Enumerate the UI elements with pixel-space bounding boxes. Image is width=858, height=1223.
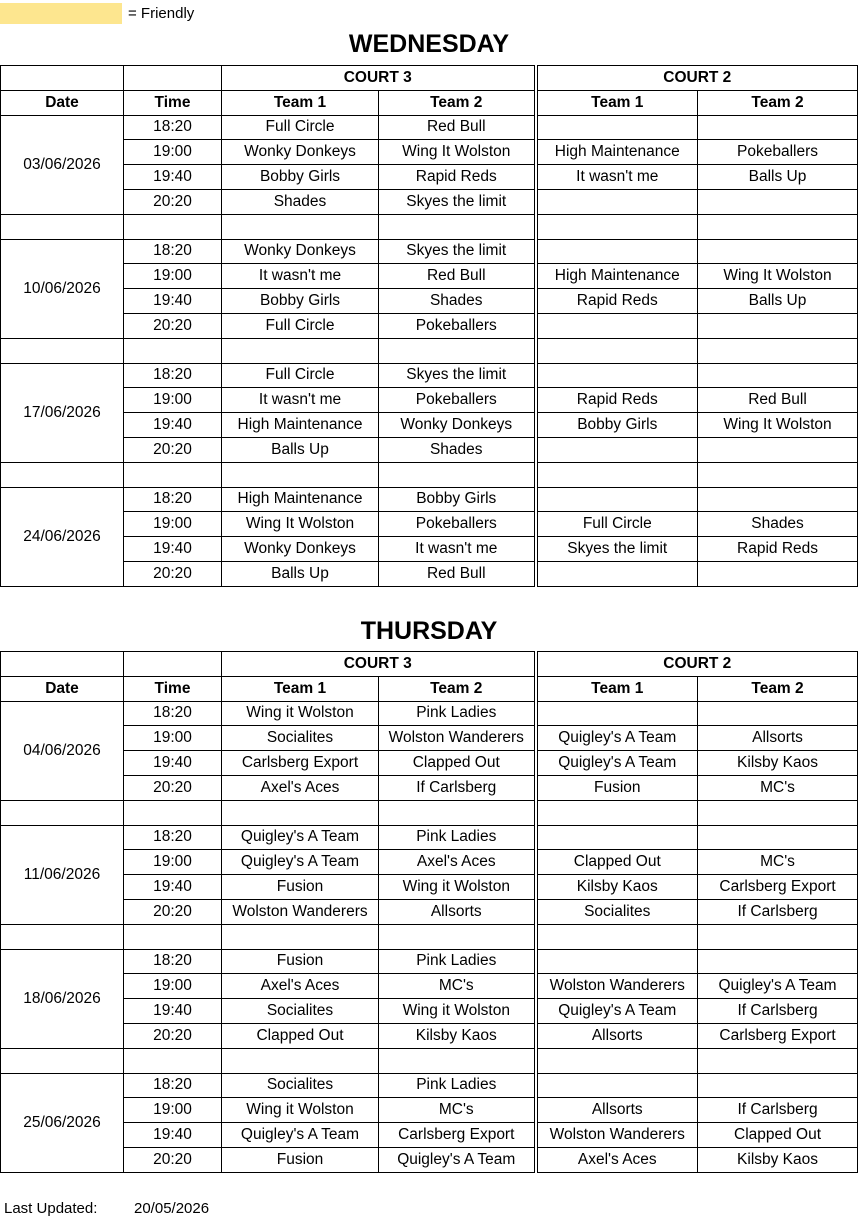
spacer-cell bbox=[698, 800, 858, 825]
court2-team2-header: Team 2 bbox=[698, 676, 858, 701]
court3-team1: Clapped Out bbox=[222, 1023, 379, 1048]
fixture-row bbox=[1, 115, 858, 140]
court2-team1 bbox=[536, 115, 698, 140]
fixture-row bbox=[1, 165, 858, 190]
court2-team2: Clapped Out bbox=[698, 1123, 858, 1148]
thursday-schedule-table bbox=[0, 651, 858, 1173]
court2-team1: It wasn't me bbox=[536, 165, 698, 190]
fixture-time: 19:40 bbox=[124, 537, 222, 562]
court2-team1: Wolston Wanderers bbox=[536, 974, 698, 999]
court3-header: COURT 3 bbox=[222, 66, 536, 91]
fixture-date: 11/06/2026 bbox=[1, 825, 124, 924]
fixture-time: 19:00 bbox=[124, 388, 222, 413]
court2-team2: Rapid Reds bbox=[698, 537, 858, 562]
spacer-cell bbox=[536, 800, 698, 825]
spacer-cell bbox=[698, 462, 858, 487]
court3-team1: Shades bbox=[222, 189, 379, 214]
spacer-cell bbox=[124, 214, 222, 239]
spacer-cell bbox=[124, 462, 222, 487]
court2-team1: High Maintenance bbox=[536, 140, 698, 165]
fixture-time: 19:40 bbox=[124, 1123, 222, 1148]
fixture-time: 20:20 bbox=[124, 561, 222, 586]
spacer-cell bbox=[1, 800, 124, 825]
court2-header: COURT 2 bbox=[536, 66, 858, 91]
spacer-cell bbox=[536, 214, 698, 239]
court3-team2: MC's bbox=[379, 1098, 536, 1123]
court2-team2-header: Team 2 bbox=[698, 90, 858, 115]
spacer-cell bbox=[536, 338, 698, 363]
column-header-row bbox=[1, 90, 858, 115]
court2-team2: If Carlsberg bbox=[698, 899, 858, 924]
fixture-row bbox=[1, 1073, 858, 1098]
court2-team2: MC's bbox=[698, 850, 858, 875]
court2-team1 bbox=[536, 701, 698, 726]
fixture-row bbox=[1, 751, 858, 776]
fixture-date: 04/06/2026 bbox=[1, 701, 124, 800]
court3-team1: High Maintenance bbox=[222, 413, 379, 438]
spacer-cell bbox=[124, 800, 222, 825]
court2-team1 bbox=[536, 363, 698, 388]
court3-team1: Socialites bbox=[222, 1073, 379, 1098]
court3-team1: Carlsberg Export bbox=[222, 751, 379, 776]
court2-team2: Pokeballers bbox=[698, 140, 858, 165]
fixture-date: 18/06/2026 bbox=[1, 949, 124, 1048]
fixture-row bbox=[1, 999, 858, 1024]
court3-team2: Carlsberg Export bbox=[379, 1123, 536, 1148]
spacer-row bbox=[1, 338, 858, 363]
court2-team1-header: Team 1 bbox=[536, 90, 698, 115]
court3-team1: Wolston Wanderers bbox=[222, 899, 379, 924]
spacer-cell bbox=[222, 462, 379, 487]
fixture-time: 19:00 bbox=[124, 140, 222, 165]
date-header: Date bbox=[1, 676, 124, 701]
court3-team1: It wasn't me bbox=[222, 388, 379, 413]
court2-team1: Skyes the limit bbox=[536, 537, 698, 562]
court3-team1: Wing it Wolston bbox=[222, 1098, 379, 1123]
court3-team2: Pink Ladies bbox=[379, 825, 536, 850]
wednesday-title: WEDNESDAY bbox=[348, 30, 510, 58]
court2-team2 bbox=[698, 1073, 858, 1098]
court3-team2: Red Bull bbox=[379, 561, 536, 586]
court2-team2 bbox=[698, 437, 858, 462]
court2-team1: Clapped Out bbox=[536, 850, 698, 875]
court2-team1: Kilsby Kaos bbox=[536, 875, 698, 900]
court3-team2: Rapid Reds bbox=[379, 165, 536, 190]
fixture-row bbox=[1, 388, 858, 413]
fixture-row bbox=[1, 413, 858, 438]
court3-team2: Skyes the limit bbox=[379, 189, 536, 214]
spacer-cell bbox=[379, 214, 536, 239]
spacer-cell bbox=[536, 924, 698, 949]
court2-team2 bbox=[698, 561, 858, 586]
fixture-row bbox=[1, 701, 858, 726]
court3-team2: Shades bbox=[379, 289, 536, 314]
court3-team2: Axel's Aces bbox=[379, 850, 536, 875]
spacer-cell bbox=[124, 924, 222, 949]
court3-team2: Kilsby Kaos bbox=[379, 1023, 536, 1048]
blank-header-cell bbox=[1, 66, 124, 91]
court2-team2 bbox=[698, 189, 858, 214]
fixture-time: 19:00 bbox=[124, 512, 222, 537]
last-updated-date: 20/05/2026 bbox=[134, 1200, 210, 1217]
court3-team2: Shades bbox=[379, 437, 536, 462]
fixture-time: 18:20 bbox=[124, 825, 222, 850]
court3-header: COURT 3 bbox=[222, 652, 536, 677]
court3-team2: Pink Ladies bbox=[379, 701, 536, 726]
court3-team1: Fusion bbox=[222, 875, 379, 900]
court2-team2: Quigley's A Team bbox=[698, 974, 858, 999]
court3-team1: Wing it Wolston bbox=[222, 701, 379, 726]
spacer-row bbox=[1, 924, 858, 949]
spacer-row bbox=[1, 800, 858, 825]
fixture-time: 20:20 bbox=[124, 899, 222, 924]
fixture-date: 10/06/2026 bbox=[1, 239, 124, 338]
court3-team1: Full Circle bbox=[222, 363, 379, 388]
court2-team1: Wolston Wanderers bbox=[536, 1123, 698, 1148]
court2-team2: Kilsby Kaos bbox=[698, 1147, 858, 1172]
court2-team1: Quigley's A Team bbox=[536, 999, 698, 1024]
court3-team1: Axel's Aces bbox=[222, 974, 379, 999]
court2-team1: Axel's Aces bbox=[536, 1147, 698, 1172]
court2-team1-header: Team 1 bbox=[536, 676, 698, 701]
fixture-time: 20:20 bbox=[124, 437, 222, 462]
court3-team2: Wolston Wanderers bbox=[379, 726, 536, 751]
legend-label: = Friendly bbox=[128, 4, 195, 22]
fixture-time: 19:40 bbox=[124, 289, 222, 314]
court2-team2: If Carlsberg bbox=[698, 1098, 858, 1123]
last-updated bbox=[4, 1200, 209, 1217]
fixture-row bbox=[1, 825, 858, 850]
column-header-row bbox=[1, 676, 858, 701]
court3-team2: Pokeballers bbox=[379, 313, 536, 338]
court3-team1: Axel's Aces bbox=[222, 775, 379, 800]
court3-team1: Wing It Wolston bbox=[222, 512, 379, 537]
spacer-cell bbox=[379, 924, 536, 949]
spacer-cell bbox=[222, 924, 379, 949]
court2-team2: Shades bbox=[698, 512, 858, 537]
fixture-row bbox=[1, 1147, 858, 1172]
fixture-time: 18:20 bbox=[124, 115, 222, 140]
fixture-row bbox=[1, 363, 858, 388]
court2-team1: Allsorts bbox=[536, 1023, 698, 1048]
court3-team2: Quigley's A Team bbox=[379, 1147, 536, 1172]
fixture-row bbox=[1, 264, 858, 289]
fixture-time: 19:40 bbox=[124, 413, 222, 438]
spacer-cell bbox=[1, 338, 124, 363]
court2-team2: Wing It Wolston bbox=[698, 264, 858, 289]
court2-team1: Rapid Reds bbox=[536, 289, 698, 314]
fixture-row bbox=[1, 1098, 858, 1123]
fixture-time: 20:20 bbox=[124, 775, 222, 800]
court2-team2 bbox=[698, 949, 858, 974]
court2-team2 bbox=[698, 825, 858, 850]
fixture-row bbox=[1, 1023, 858, 1048]
court3-team1: Balls Up bbox=[222, 561, 379, 586]
fixture-time: 18:20 bbox=[124, 239, 222, 264]
fixture-time: 18:20 bbox=[124, 487, 222, 512]
court2-team2 bbox=[698, 363, 858, 388]
court3-team1: Fusion bbox=[222, 949, 379, 974]
spacer-row bbox=[1, 462, 858, 487]
fixture-row bbox=[1, 189, 858, 214]
spacer-cell bbox=[536, 1048, 698, 1073]
court2-team1 bbox=[536, 437, 698, 462]
court3-team1: Socialites bbox=[222, 726, 379, 751]
spacer-row bbox=[1, 214, 858, 239]
court3-team1-header: Team 1 bbox=[222, 90, 379, 115]
fixture-time: 19:40 bbox=[124, 751, 222, 776]
court3-team2-header: Team 2 bbox=[379, 676, 536, 701]
court2-team2 bbox=[698, 313, 858, 338]
fixture-date: 24/06/2026 bbox=[1, 487, 124, 586]
court2-team2: Kilsby Kaos bbox=[698, 751, 858, 776]
court2-team1: Quigley's A Team bbox=[536, 751, 698, 776]
court3-team2: If Carlsberg bbox=[379, 775, 536, 800]
spacer-cell bbox=[222, 338, 379, 363]
court3-team1-header: Team 1 bbox=[222, 676, 379, 701]
court2-team2: Balls Up bbox=[698, 165, 858, 190]
court2-team2: Carlsberg Export bbox=[698, 1023, 858, 1048]
spacer-cell bbox=[379, 338, 536, 363]
fixture-row bbox=[1, 899, 858, 924]
fixture-time: 18:20 bbox=[124, 701, 222, 726]
spacer-cell bbox=[698, 214, 858, 239]
fixture-date: 17/06/2026 bbox=[1, 363, 124, 462]
fixture-time: 20:20 bbox=[124, 189, 222, 214]
fixture-row bbox=[1, 239, 858, 264]
court2-team2 bbox=[698, 487, 858, 512]
court3-team1: Quigley's A Team bbox=[222, 825, 379, 850]
court3-team1: Full Circle bbox=[222, 313, 379, 338]
court2-team1 bbox=[536, 189, 698, 214]
court2-team2 bbox=[698, 701, 858, 726]
spacer-cell bbox=[379, 1048, 536, 1073]
blank-header-cell bbox=[1, 652, 124, 677]
court3-team1: Full Circle bbox=[222, 115, 379, 140]
spacer-cell bbox=[1, 462, 124, 487]
spacer-cell bbox=[222, 800, 379, 825]
court3-team2: Bobby Girls bbox=[379, 487, 536, 512]
fixture-row bbox=[1, 875, 858, 900]
court3-team2-header: Team 2 bbox=[379, 90, 536, 115]
court3-team2: It wasn't me bbox=[379, 537, 536, 562]
fixture-row bbox=[1, 974, 858, 999]
court2-team1 bbox=[536, 1073, 698, 1098]
spacer-cell bbox=[1, 924, 124, 949]
court2-team1: Allsorts bbox=[536, 1098, 698, 1123]
court3-team1: Bobby Girls bbox=[222, 165, 379, 190]
court2-team1 bbox=[536, 313, 698, 338]
spacer-cell bbox=[222, 1048, 379, 1073]
court3-team2: MC's bbox=[379, 974, 536, 999]
court2-team1 bbox=[536, 487, 698, 512]
spacer-cell bbox=[124, 338, 222, 363]
court2-team2: If Carlsberg bbox=[698, 999, 858, 1024]
spacer-row bbox=[1, 1048, 858, 1073]
fixture-row bbox=[1, 512, 858, 537]
court3-team1: Quigley's A Team bbox=[222, 850, 379, 875]
time-header: Time bbox=[124, 676, 222, 701]
fixture-row bbox=[1, 140, 858, 165]
fixture-time: 18:20 bbox=[124, 363, 222, 388]
thursday-title: THURSDAY bbox=[360, 617, 498, 645]
fixture-time: 19:40 bbox=[124, 875, 222, 900]
fixture-row bbox=[1, 537, 858, 562]
time-header: Time bbox=[124, 90, 222, 115]
fixture-row bbox=[1, 561, 858, 586]
court2-team2 bbox=[698, 115, 858, 140]
fixture-date: 25/06/2026 bbox=[1, 1073, 124, 1172]
court3-team2: Allsorts bbox=[379, 899, 536, 924]
blank-header-cell bbox=[124, 652, 222, 677]
court2-team2: Carlsberg Export bbox=[698, 875, 858, 900]
court3-team2: Wonky Donkeys bbox=[379, 413, 536, 438]
spacer-cell bbox=[222, 214, 379, 239]
court3-team1: Quigley's A Team bbox=[222, 1123, 379, 1148]
court3-team2: Pokeballers bbox=[379, 512, 536, 537]
court3-team2: Skyes the limit bbox=[379, 239, 536, 264]
court3-team2: Wing it Wolston bbox=[379, 875, 536, 900]
last-updated-label: Last Updated: bbox=[4, 1200, 98, 1217]
court2-team1: Bobby Girls bbox=[536, 413, 698, 438]
court-header-row bbox=[1, 652, 858, 677]
court2-team2: MC's bbox=[698, 775, 858, 800]
court2-team1: Rapid Reds bbox=[536, 388, 698, 413]
fixture-time: 19:40 bbox=[124, 999, 222, 1024]
fixture-time: 20:20 bbox=[124, 1147, 222, 1172]
spacer-cell bbox=[698, 1048, 858, 1073]
court3-team2: Red Bull bbox=[379, 115, 536, 140]
fixture-row bbox=[1, 949, 858, 974]
fixture-time: 20:20 bbox=[124, 1023, 222, 1048]
fixture-time: 18:20 bbox=[124, 1073, 222, 1098]
court3-team1: Wonky Donkeys bbox=[222, 140, 379, 165]
court3-team1: High Maintenance bbox=[222, 487, 379, 512]
fixture-date: 03/06/2026 bbox=[1, 115, 124, 214]
court2-team2 bbox=[698, 239, 858, 264]
wednesday-schedule-table bbox=[0, 65, 858, 587]
court2-team2: Wing It Wolston bbox=[698, 413, 858, 438]
spacer-cell bbox=[698, 338, 858, 363]
fixture-row bbox=[1, 313, 858, 338]
friendly-swatch bbox=[0, 3, 122, 24]
court3-team2: Wing it Wolston bbox=[379, 999, 536, 1024]
fixture-row bbox=[1, 775, 858, 800]
fixture-time: 20:20 bbox=[124, 313, 222, 338]
court2-team1 bbox=[536, 949, 698, 974]
court3-team1: Bobby Girls bbox=[222, 289, 379, 314]
fixture-time: 18:20 bbox=[124, 949, 222, 974]
fixture-time: 19:00 bbox=[124, 974, 222, 999]
spacer-cell bbox=[1, 1048, 124, 1073]
court3-team2: Clapped Out bbox=[379, 751, 536, 776]
spacer-cell bbox=[379, 800, 536, 825]
court3-team1: Balls Up bbox=[222, 437, 379, 462]
fixture-time: 19:00 bbox=[124, 1098, 222, 1123]
court3-team2: Pink Ladies bbox=[379, 1073, 536, 1098]
court3-team1: Wonky Donkeys bbox=[222, 239, 379, 264]
court3-team1: It wasn't me bbox=[222, 264, 379, 289]
spacer-cell bbox=[124, 1048, 222, 1073]
court2-team2: Balls Up bbox=[698, 289, 858, 314]
spacer-cell bbox=[536, 462, 698, 487]
fixture-row bbox=[1, 1123, 858, 1148]
court2-team1 bbox=[536, 561, 698, 586]
fixture-time: 19:40 bbox=[124, 165, 222, 190]
court2-team1: Fusion bbox=[536, 775, 698, 800]
court2-team1 bbox=[536, 239, 698, 264]
court3-team1: Socialites bbox=[222, 999, 379, 1024]
fixture-row bbox=[1, 487, 858, 512]
fixture-row bbox=[1, 437, 858, 462]
fixture-time: 19:00 bbox=[124, 726, 222, 751]
date-header: Date bbox=[1, 90, 124, 115]
court3-team2: Pink Ladies bbox=[379, 949, 536, 974]
court3-team2: Wing It Wolston bbox=[379, 140, 536, 165]
fixture-row bbox=[1, 726, 858, 751]
court2-team1: Quigley's A Team bbox=[536, 726, 698, 751]
court2-team1: Full Circle bbox=[536, 512, 698, 537]
spacer-cell bbox=[698, 924, 858, 949]
fixture-time: 19:00 bbox=[124, 850, 222, 875]
court2-team2: Allsorts bbox=[698, 726, 858, 751]
court3-team1: Fusion bbox=[222, 1147, 379, 1172]
court2-team1 bbox=[536, 825, 698, 850]
court3-team2: Pokeballers bbox=[379, 388, 536, 413]
spacer-cell bbox=[1, 214, 124, 239]
court2-team1: Socialites bbox=[536, 899, 698, 924]
legend bbox=[0, 2, 194, 24]
fixture-time: 19:00 bbox=[124, 264, 222, 289]
court-header-row bbox=[1, 66, 858, 91]
court2-header: COURT 2 bbox=[536, 652, 858, 677]
fixture-row bbox=[1, 850, 858, 875]
fixture-row bbox=[1, 289, 858, 314]
court2-team2: Red Bull bbox=[698, 388, 858, 413]
court3-team2: Skyes the limit bbox=[379, 363, 536, 388]
court3-team1: Wonky Donkeys bbox=[222, 537, 379, 562]
court3-team2: Red Bull bbox=[379, 264, 536, 289]
spacer-cell bbox=[379, 462, 536, 487]
blank-header-cell bbox=[124, 66, 222, 91]
court2-team1: High Maintenance bbox=[536, 264, 698, 289]
